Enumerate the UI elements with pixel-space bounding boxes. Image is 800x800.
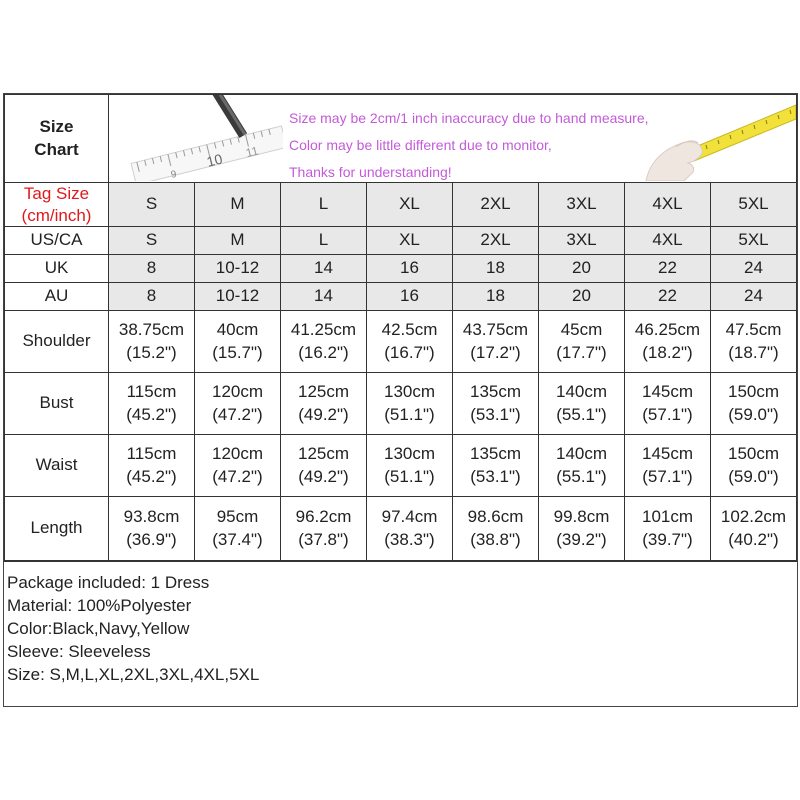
cm-value: 125cm <box>297 443 350 463</box>
measurement-cell <box>625 311 711 373</box>
cm-value: 150cm <box>727 381 780 401</box>
tag-size-line-1: Tag Size <box>23 184 90 204</box>
measurement-cell <box>539 497 625 561</box>
table-cell: 10-12 <box>195 255 281 283</box>
tag-size-line-2: (cm/inch) <box>21 205 92 225</box>
cm-value: 93.8cm <box>123 506 180 526</box>
cm-value: 135cm <box>469 381 522 401</box>
size-row <box>5 227 797 255</box>
measurement-cell <box>195 435 281 497</box>
inch-value: (17.7") <box>556 342 607 362</box>
table-cell: 3XL <box>539 227 625 255</box>
measurement-cell <box>453 311 539 373</box>
inch-value: (38.3") <box>384 529 435 549</box>
measurement-cell <box>539 311 625 373</box>
measurement-cell <box>539 373 625 435</box>
inch-value: (36.9") <box>126 529 177 549</box>
row-label: AU <box>5 283 109 311</box>
pencil-ruler-icon <box>113 95 283 181</box>
measurement-cell <box>281 373 367 435</box>
measurement-cell <box>367 497 453 561</box>
header-banner-row <box>5 95 797 183</box>
cm-value: 120cm <box>211 443 264 463</box>
cm-value: 41.25cm <box>290 319 357 339</box>
measurement-cell <box>109 497 195 561</box>
inch-value: (49.2") <box>298 404 349 424</box>
size-header-cell: M <box>195 183 281 227</box>
measurement-cell <box>453 435 539 497</box>
measurement-row <box>5 497 797 561</box>
inch-value: (59.0") <box>728 404 779 424</box>
inch-value: (47.2") <box>212 404 263 424</box>
note-line-2: Color may be little different due to monitor, <box>289 137 552 153</box>
table-cell: 8 <box>109 283 195 311</box>
cm-value: 145cm <box>641 443 694 463</box>
inch-value: (47.2") <box>212 466 263 486</box>
table-cell: 14 <box>281 283 367 311</box>
measurement-label: Bust <box>5 373 109 435</box>
note-line-3: Thanks for understanding! <box>289 164 452 180</box>
measurement-cell <box>711 373 797 435</box>
row-label: US/CA <box>5 227 109 255</box>
cm-value: 45cm <box>560 319 603 339</box>
inch-value: (17.2") <box>470 342 521 362</box>
info-line: Size: S,M,L,XL,2XL,3XL,4XL,5XL <box>7 665 260 684</box>
measurement-cell <box>453 497 539 561</box>
cm-value: 101cm <box>641 506 694 526</box>
measurement-cell <box>711 435 797 497</box>
row-label: UK <box>5 255 109 283</box>
inch-value: (55.1") <box>556 404 607 424</box>
table-cell: 4XL <box>625 227 711 255</box>
size-header-cell: S <box>109 183 195 227</box>
tag-size-label <box>5 183 109 227</box>
size-header-cell: 4XL <box>625 183 711 227</box>
inch-value: (55.1") <box>556 466 607 486</box>
table-cell: 24 <box>711 283 797 311</box>
cm-value: 46.25cm <box>634 319 701 339</box>
inch-value: (15.2") <box>126 342 177 362</box>
size-row <box>5 283 797 311</box>
measurement-label: Shoulder <box>5 311 109 373</box>
inch-value: (53.1") <box>470 404 521 424</box>
measurement-cell <box>539 435 625 497</box>
table-cell: 2XL <box>453 227 539 255</box>
table-cell: XL <box>367 227 453 255</box>
title-line-2: Chart <box>34 139 79 159</box>
table-cell: S <box>109 227 195 255</box>
inch-value: (51.1") <box>384 466 435 486</box>
measurement-cell <box>195 497 281 561</box>
inch-value: (40.2") <box>728 529 779 549</box>
table-cell: 14 <box>281 255 367 283</box>
size-chart <box>3 93 798 707</box>
info-line: Material: 100%Polyester <box>7 596 192 615</box>
inch-value: (45.2") <box>126 466 177 486</box>
measurement-row <box>5 435 797 497</box>
size-table <box>4 94 797 561</box>
ruler-number-2: 10 <box>205 150 225 170</box>
measuring-tape-hand-icon <box>636 95 796 181</box>
measurement-cell <box>109 373 195 435</box>
table-cell: 10-12 <box>195 283 281 311</box>
cm-value: 97.4cm <box>381 506 438 526</box>
cm-value: 125cm <box>297 381 350 401</box>
tag-size-row <box>5 183 797 227</box>
inch-value: (57.1") <box>642 404 693 424</box>
inch-value: (18.7") <box>728 342 779 362</box>
table-cell: 5XL <box>711 227 797 255</box>
cm-value: 140cm <box>555 443 608 463</box>
size-header-cell: 5XL <box>711 183 797 227</box>
info-line: Sleeve: Sleeveless <box>7 642 151 661</box>
measurement-cell <box>281 311 367 373</box>
measurement-cell <box>281 497 367 561</box>
product-info <box>4 561 797 691</box>
measurement-cell <box>367 435 453 497</box>
inch-value: (39.7") <box>642 529 693 549</box>
measurement-cell <box>625 435 711 497</box>
notes-banner <box>109 95 797 183</box>
table-cell: M <box>195 227 281 255</box>
inch-value: (16.7") <box>384 342 435 362</box>
cm-value: 98.6cm <box>467 506 524 526</box>
cm-value: 40cm <box>216 319 259 339</box>
cm-value: 102.2cm <box>720 506 787 526</box>
cm-value: 47.5cm <box>725 319 782 339</box>
table-cell: 22 <box>625 283 711 311</box>
cm-value: 135cm <box>469 443 522 463</box>
inch-value: (57.1") <box>642 466 693 486</box>
cm-value: 99.8cm <box>553 506 610 526</box>
title-line-1: Size <box>39 116 74 136</box>
table-cell: 8 <box>109 255 195 283</box>
size-header-cell: 3XL <box>539 183 625 227</box>
cm-value: 96.2cm <box>295 506 352 526</box>
cm-value: 115cm <box>126 381 177 401</box>
cm-value: 43.75cm <box>462 319 529 339</box>
cm-value: 145cm <box>641 381 694 401</box>
measurement-cell <box>625 373 711 435</box>
measurement-row <box>5 373 797 435</box>
table-cell: 20 <box>539 283 625 311</box>
cm-value: 150cm <box>727 443 780 463</box>
size-chart-title <box>5 95 109 183</box>
measurement-cell <box>711 311 797 373</box>
cm-value: 42.5cm <box>381 319 438 339</box>
size-header-cell: XL <box>367 183 453 227</box>
table-cell: 18 <box>453 255 539 283</box>
measurement-cell <box>711 497 797 561</box>
inch-value: (16.2") <box>298 342 349 362</box>
measurement-cell <box>453 373 539 435</box>
inch-value: (59.0") <box>728 466 779 486</box>
measurement-cell <box>281 435 367 497</box>
ruler-number-3: 11 <box>244 143 260 161</box>
measurement-cell <box>367 311 453 373</box>
table-cell: 24 <box>711 255 797 283</box>
measurement-cell <box>625 497 711 561</box>
inch-value: (45.2") <box>126 404 177 424</box>
table-cell: L <box>281 227 367 255</box>
inch-value: (18.2") <box>642 342 693 362</box>
measurement-cell <box>109 435 195 497</box>
table-cell: 16 <box>367 255 453 283</box>
table-cell: 20 <box>539 255 625 283</box>
measurement-label: Length <box>5 497 109 561</box>
inch-value: (51.1") <box>384 404 435 424</box>
measurement-cell <box>367 373 453 435</box>
cm-value: 140cm <box>555 381 608 401</box>
cm-value: 95cm <box>216 506 259 526</box>
size-row <box>5 255 797 283</box>
ruler-number-1: 9 <box>169 168 178 181</box>
measurement-label: Waist <box>5 435 109 497</box>
table-cell: 16 <box>367 283 453 311</box>
size-header-cell: 2XL <box>453 183 539 227</box>
table-cell: 18 <box>453 283 539 311</box>
inch-value: (37.8") <box>298 529 349 549</box>
inch-value: (38.8") <box>470 529 521 549</box>
measurement-cell <box>195 373 281 435</box>
inch-value: (37.4") <box>212 529 263 549</box>
measurement-row <box>5 311 797 373</box>
measurement-cell <box>195 311 281 373</box>
info-line: Package included: 1 Dress <box>7 573 210 592</box>
cm-value: 38.75cm <box>118 319 185 339</box>
cm-value: 130cm <box>383 443 436 463</box>
cm-value: 130cm <box>383 381 436 401</box>
cm-value: 120cm <box>211 381 264 401</box>
notes-text <box>289 105 649 186</box>
info-line: Color:Black,Navy,Yellow <box>7 619 190 638</box>
inch-value: (53.1") <box>470 466 521 486</box>
table-cell: 22 <box>625 255 711 283</box>
inch-value: (39.2") <box>556 529 607 549</box>
inch-value: (15.7") <box>212 342 263 362</box>
measurement-cell <box>109 311 195 373</box>
size-header-cell: L <box>281 183 367 227</box>
note-line-1: Size may be 2cm/1 inch inaccuracy due to hand measure, <box>289 110 649 126</box>
cm-value: 115cm <box>126 443 177 463</box>
inch-value: (49.2") <box>298 466 349 486</box>
